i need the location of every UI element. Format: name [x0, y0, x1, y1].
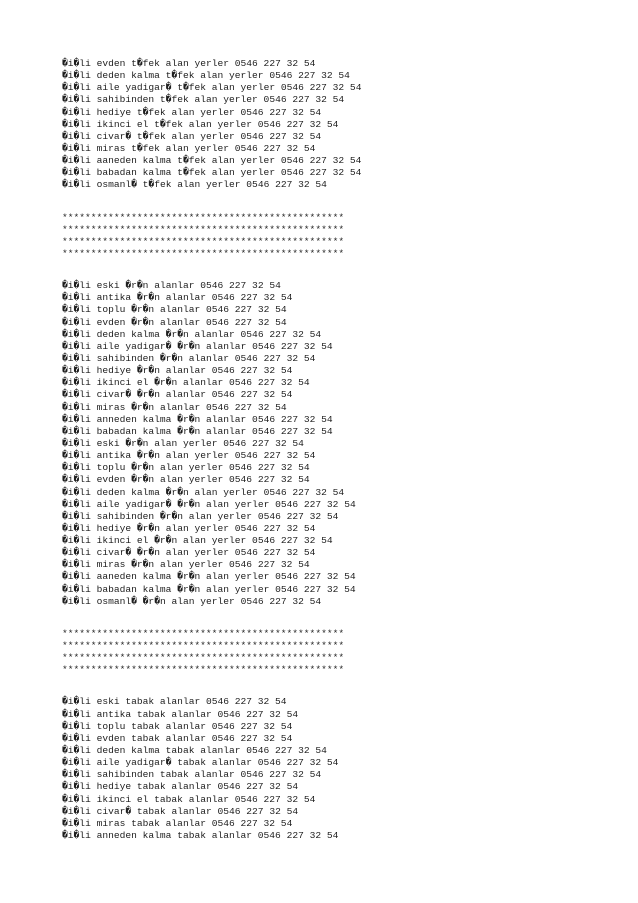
- listing-line: �i�li civar� �r�n alan yerler 0546 227 32 54: [62, 547, 316, 559]
- listing-line: �i�li miras t�fek alan yerler 0546 227 32 54: [62, 142, 316, 154]
- listing-line: �i�li miras tabak alanlar 0546 227 32 54: [62, 817, 293, 829]
- listing-line: �i�li antika �r�n alanlar 0546 227 32 54: [62, 292, 293, 304]
- listing-line: �i�li eski �r�n alanlar 0546 227 32 54: [62, 280, 281, 292]
- listing-line: �i�li aile yadigar� t�fek alan yerler 0546 227 32 54: [62, 82, 362, 94]
- listing-line: �i�li aaneden kalma t�fek alan yerler 0546 227 32 54: [62, 155, 362, 167]
- listing-line: �i�li miras �r�n alan yerler 0546 227 32 54: [62, 559, 310, 571]
- listing-line: �i�li babadan kalma �r�n alan yerler 0546 227 32 54: [62, 583, 356, 595]
- listing-line: �i�li sahibinden �r�n alan yerler 0546 227 32 54: [62, 510, 339, 522]
- listing-line: �i�li ikinci el tabak alanlar 0546 227 32 54: [62, 793, 316, 805]
- listing-line: �i�li deden kalma �r�n alanlar 0546 227 32 54: [62, 328, 322, 340]
- listing-line: �i�li evden �r�n alanlar 0546 227 32 54: [62, 316, 287, 328]
- listing-line: �i�li anneden kalma tabak alanlar 0546 227 32 54: [62, 830, 339, 842]
- listing-line: �i�li civar� t�fek alan yerler 0546 227 32 54: [62, 130, 322, 142]
- asterisk-separator: *************************************************: [62, 652, 345, 664]
- listing-line: �i�li toplu �r�n alanlar 0546 227 32 54: [62, 304, 287, 316]
- spacer: [62, 192, 622, 212]
- listing-line: �i�li babadan kalma �r�n alanlar 0546 227 32 54: [62, 425, 333, 437]
- listing-line: �i�li aile yadigar� tabak alanlar 0546 227 32 54: [62, 757, 339, 769]
- listing-line: �i�li toplu �r�n alan yerler 0546 227 32 54: [62, 462, 310, 474]
- listing-line: �i�li evden t�fek alan yerler 0546 227 32 54: [62, 58, 316, 69]
- separator-block: [62, 628, 622, 677]
- spacer: [62, 260, 622, 280]
- listing-line: �i�li hediye tabak alanlar 0546 227 32 54: [62, 781, 299, 793]
- asterisk-separator: *************************************************: [62, 223, 345, 235]
- listing-line: �i�li aile yadigar� �r�n alan yerler 0546 227 32 54: [62, 498, 356, 510]
- listing-line: �i�li toplu tabak alanlar 0546 227 32 54: [62, 720, 293, 732]
- listing-block: [62, 58, 622, 192]
- listing-line: �i�li ikinci el t�fek alan yerler 0546 227 32 54: [62, 118, 339, 130]
- separator-block: [62, 212, 622, 261]
- asterisk-separator: *************************************************: [62, 235, 345, 247]
- spacer: [62, 676, 622, 696]
- asterisk-separator: *************************************************: [62, 664, 345, 676]
- listing-line: �i�li hediye �r�n alanlar 0546 227 32 54: [62, 365, 293, 377]
- document-page: [62, 58, 622, 842]
- spacer: [62, 608, 622, 628]
- listing-line: �i�li hediye �r�n alan yerler 0546 227 32 54: [62, 522, 316, 534]
- asterisk-separator: *************************************************: [62, 627, 345, 639]
- listing-line: �i�li deden kalma t�fek alan yerler 0546 227 32 54: [62, 70, 350, 82]
- asterisk-separator: *************************************************: [62, 211, 345, 223]
- listing-block: [62, 696, 622, 842]
- listing-line: �i�li evden tabak alanlar 0546 227 32 54: [62, 732, 293, 744]
- listing-line: �i�li evden �r�n alan yerler 0546 227 32 54: [62, 474, 310, 486]
- asterisk-separator: *************************************************: [62, 247, 345, 259]
- listing-line: �i�li civar� �r�n alanlar 0546 227 32 54: [62, 389, 293, 401]
- listing-line: �i�li eski tabak alanlar 0546 227 32 54: [62, 696, 287, 708]
- listing-line: �i�li ikinci el �r�n alanlar 0546 227 32 54: [62, 377, 310, 389]
- listing-line: �i�li antika �r�n alan yerler 0546 227 32 54: [62, 450, 316, 462]
- asterisk-separator: *************************************************: [62, 640, 345, 652]
- listing-line: �i�li miras �r�n alanlar 0546 227 32 54: [62, 401, 287, 413]
- listing-block: [62, 280, 622, 608]
- listing-line: �i�li anneden kalma �r�n alanlar 0546 227 32 54: [62, 413, 333, 425]
- listing-line: �i�li osmanl� �r�n alan yerler 0546 227 32 54: [62, 595, 322, 607]
- listing-line: �i�li eski �r�n alan yerler 0546 227 32 54: [62, 437, 304, 449]
- listing-line: �i�li sahibinden �r�n alanlar 0546 227 32 54: [62, 352, 316, 364]
- listing-line: �i�li ikinci el �r�n alan yerler 0546 227 32 54: [62, 535, 333, 547]
- listing-line: �i�li civar� tabak alanlar 0546 227 32 54: [62, 805, 299, 817]
- listing-line: �i�li babadan kalma t�fek alan yerler 0546 227 32 54: [62, 167, 362, 179]
- listing-line: �i�li deden kalma tabak alanlar 0546 227 32 54: [62, 745, 327, 757]
- listing-line: �i�li sahibinden tabak alanlar 0546 227 32 54: [62, 769, 322, 781]
- listing-line: �i�li antika tabak alanlar 0546 227 32 54: [62, 708, 299, 720]
- listing-line: �i�li deden kalma �r�n alan yerler 0546 227 32 54: [62, 486, 345, 498]
- listing-line: �i�li aaneden kalma �r�n alan yerler 0546 227 32 54: [62, 571, 356, 583]
- listing-line: �i�li aile yadigar� �r�n alanlar 0546 227 32 54: [62, 340, 333, 352]
- listing-line: �i�li hediye t�fek alan yerler 0546 227 32 54: [62, 106, 322, 118]
- listing-line: �i�li osmanl� t�fek alan yerler 0546 227 32 54: [62, 179, 327, 191]
- listing-line: �i�li sahibinden t�fek alan yerler 0546 227 32 54: [62, 94, 345, 106]
